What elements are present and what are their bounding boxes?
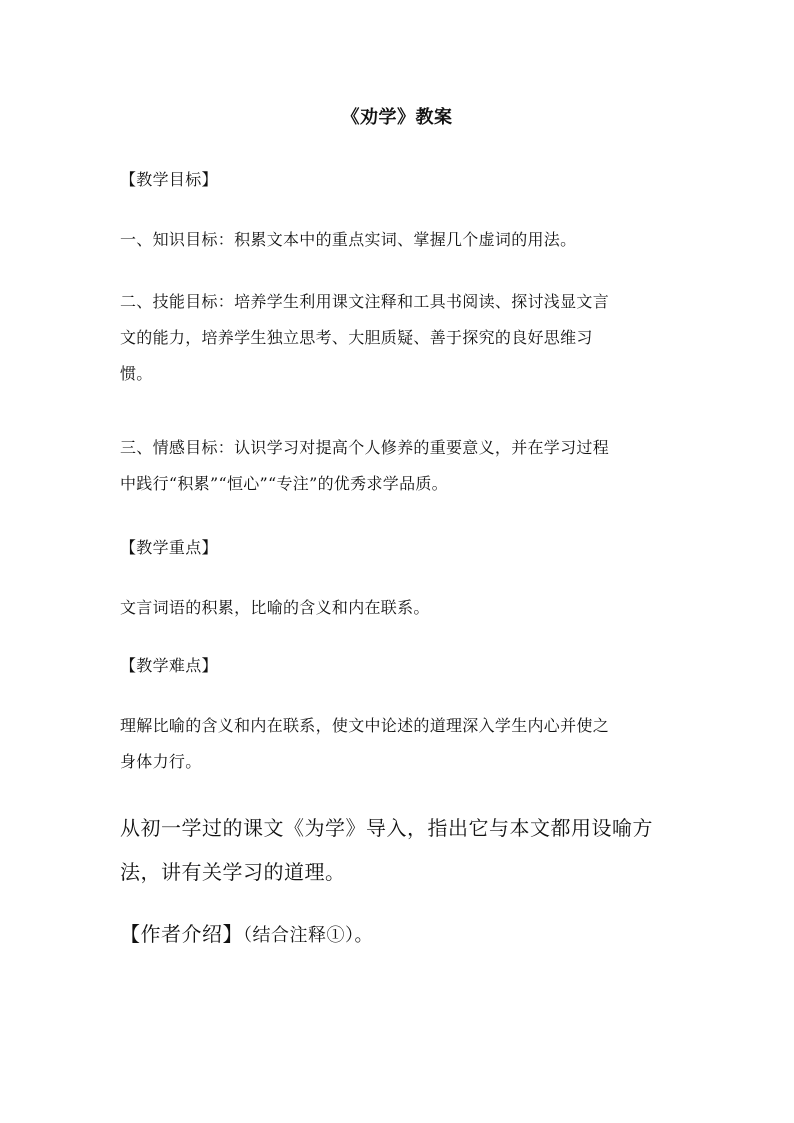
difficulties-line-1: 理解比喻的含义和内在联系，使文中论述的道理深入学生内心并使之: [120, 716, 610, 735]
lesson-intro-line-1: 从初一学过的课文《为学》导入，指出它与本文都用设喻方: [120, 816, 653, 840]
author-heading: 【作者介绍】: [120, 922, 243, 946]
document-title: 《劝学》教案: [341, 107, 453, 128]
goals-heading: 【教学目标】: [120, 170, 218, 189]
lesson-intro-line-2: 法，讲有关学习的道理。: [120, 860, 346, 884]
goal-emotion-line-1: 三、情感目标：认识学习对提高个人修养的重要意义，并在学习过程: [120, 438, 610, 457]
goal-knowledge: 一、知识目标：积累文本中的重点实词、掌握几个虚词的用法。: [120, 230, 577, 249]
goal-skills: [120, 284, 680, 392]
difficulties-line-2: 身体力行。: [120, 752, 202, 771]
goal-skills-line-2: 文的能力，培养学生独立思考、大胆质疑、善于探究的良好思维习: [120, 328, 593, 347]
lesson-intro: [120, 806, 680, 894]
author-note: （结合注释①）。: [243, 925, 373, 946]
goal-emotion: [120, 430, 680, 502]
difficulties-text: [120, 708, 680, 780]
key-points-heading: 【教学重点】: [120, 538, 218, 557]
goal-skills-line-1: 二、技能目标：培养学生利用课文注释和工具书阅读、探讨浅显文言: [120, 292, 610, 311]
goal-emotion-line-2: 中践行“积累”“恒心”“专注”的优秀求学品质。: [120, 474, 448, 493]
goal-skills-line-3: 惯。: [120, 364, 153, 383]
author-section: [120, 912, 680, 956]
difficulties-heading: 【教学难点】: [120, 656, 218, 675]
key-points-text: 文言词语的积累，比喻的含义和内在联系。: [120, 598, 430, 617]
